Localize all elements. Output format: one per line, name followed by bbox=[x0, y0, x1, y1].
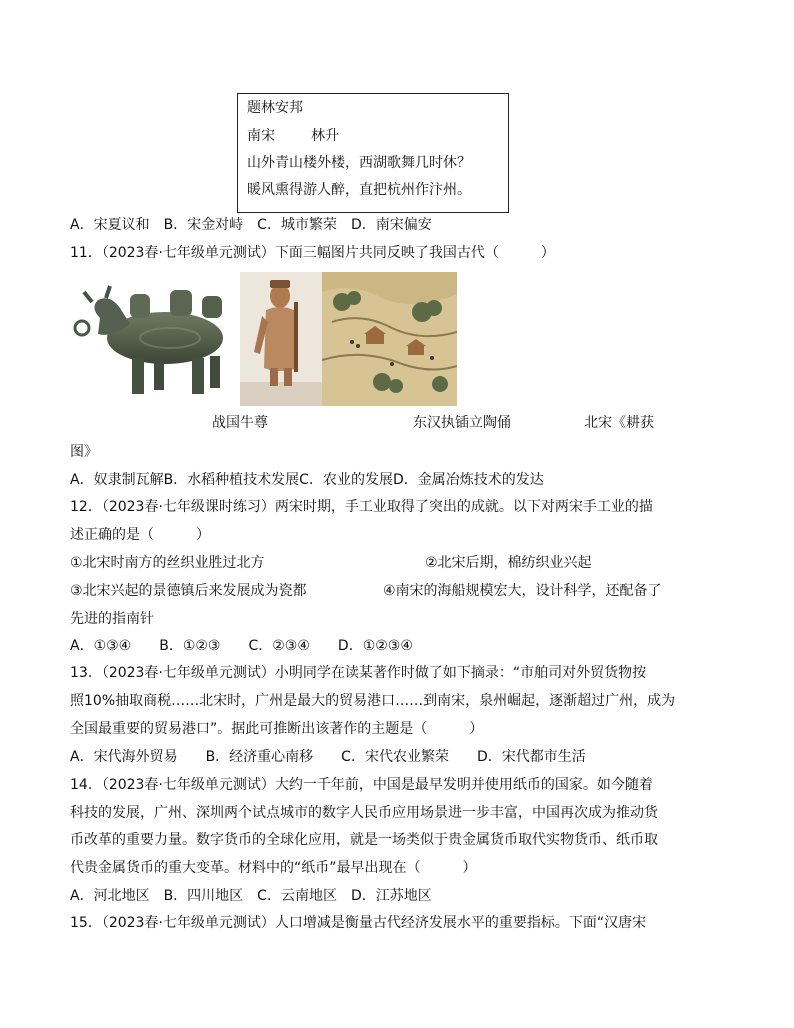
q14-stem-3: 币改革的重要力量。数字货币的全球化应用，就是一场类似于贵金属货币取代实物货币、纸币取 bbox=[70, 832, 658, 848]
q12-stem-1: 12．（2023春·七年级课时练习）两宋时期，手工业取得了突出的成就。以下对两宋手工业的描 bbox=[70, 499, 653, 515]
caption-figurine: 东汉执锸立陶俑 bbox=[413, 415, 511, 431]
gengyi-painting-image bbox=[322, 272, 457, 406]
q11-stem: 11．（2023春·七年级单元测试）下面三幅图片共同反映了我国古代（ ） bbox=[70, 245, 555, 261]
q12-item-4-cont: 先进的指南针 bbox=[70, 611, 154, 627]
q14-stem-2: 科技的发展，广州、深圳两个试点城市的数字人民币应用场景进一步丰富，中国再次成为推动货 bbox=[70, 805, 658, 821]
q12-item-4: ④南宋的海船规模宏大，设计科学，还配备了 bbox=[383, 583, 662, 599]
q14-stem-4: 代贵金属货币的重大变革。材料中的“纸币”最早出现在（ ） bbox=[70, 860, 477, 876]
pottery-figurine-image bbox=[240, 272, 322, 406]
caption-painting-part2: 图》 bbox=[70, 444, 98, 460]
poem-author: 林升 bbox=[311, 128, 339, 144]
q11-options: A．奴隶制瓦解B．水稻种植技术发展C．农业的发展D．金属冶炼技术的发达 bbox=[70, 472, 544, 488]
q13-stem-1: 13．（2023春·七年级单元测试）小明同学在读某著作时做了如下摘录：“市舶司对外贸货物按 bbox=[70, 665, 647, 681]
poem-author-line bbox=[247, 126, 339, 146]
q12-item-3: ③北宋兴起的景德镇后来发展成为瓷都 bbox=[70, 583, 307, 599]
poem-box bbox=[237, 93, 509, 213]
bronze-ox-zun-image bbox=[70, 278, 240, 406]
q13-stem-3: 全国最重要的贸易港口”。据此可推断出该著作的主题是（ ） bbox=[70, 721, 484, 737]
caption-ox-zun: 战国牛尊 bbox=[212, 415, 268, 431]
q14-stem-1: 14．（2023春·七年级单元测试）大约一千年前，中国是最早发明并使用纸币的国家。如今随着 bbox=[70, 777, 653, 793]
q14-options: A．河北地区 B．四川地区 C．云南地区 D．江苏地区 bbox=[70, 888, 432, 904]
q13-options: A．宋代海外贸易 B．经济重心南移 C．宋代农业繁荣 D．宋代都市生活 bbox=[70, 749, 586, 765]
poem-dynasty: 南宋 bbox=[247, 128, 275, 144]
q15-stem-1: 15．（2023春·七年级单元测试）人口增减是衡量古代经济发展水平的重要指标。下面“汉唐宋 bbox=[70, 915, 647, 931]
q13-stem-2: 照10%抽取商税……北宋时，广州是最大的贸易港口……到南宋，泉州崛起，逐渐超过广州，成为 bbox=[70, 693, 676, 709]
poem-title: 题林安邦 bbox=[247, 100, 303, 116]
q12-stem-2: 述正确的是（ ） bbox=[70, 527, 210, 543]
poem-line-2: 暖风熏得游人醉，直把杭州作汴州。 bbox=[247, 182, 471, 198]
q12-item-1: ①北宋时南方的丝织业胜过北方 bbox=[70, 555, 265, 571]
q12-item-2: ②北宋后期，棉纺织业兴起 bbox=[425, 555, 592, 571]
poem-line-1: 山外青山楼外楼，西湖歌舞几时休？ bbox=[247, 155, 471, 171]
caption-painting-part1: 北宋《耕获 bbox=[584, 415, 654, 431]
q12-options: A．①③④ B．①②③ C．②③④ D．①②③④ bbox=[70, 638, 413, 654]
q10-options: A．宋夏议和 B．宋金对峙 C．城市繁荣 D．南宋偏安 bbox=[70, 217, 432, 233]
